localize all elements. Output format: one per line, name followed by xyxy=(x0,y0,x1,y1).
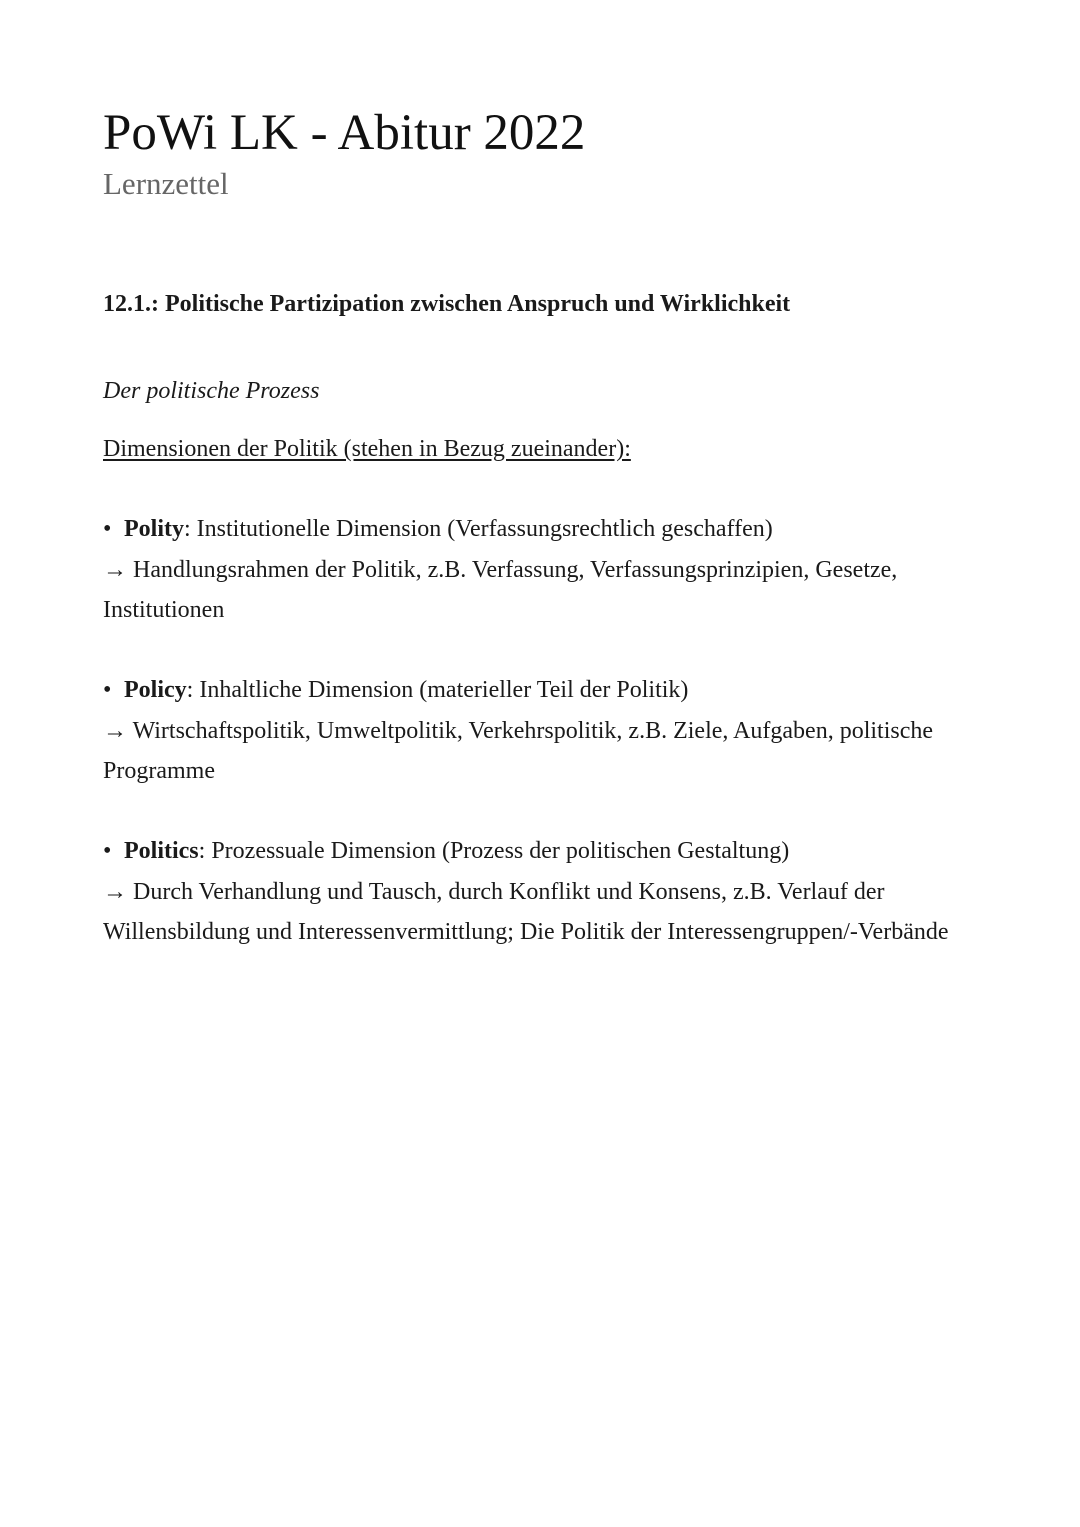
dimension-definition-line xyxy=(103,831,983,872)
dimension-term: Politics xyxy=(124,838,199,864)
dimension-definition: : Institutionelle Dimension (Verfassungsrechtlich geschaffen) xyxy=(184,516,773,542)
dimension-policy xyxy=(103,670,983,792)
dimension-detail: → Wirtschaftspolitik, Umweltpolitik, Verkehrspolitik, z.B. Ziele, Aufgaben, politische Programme xyxy=(103,717,934,784)
bullet-icon: • xyxy=(103,677,112,703)
document-subtitle: Lernzettel xyxy=(103,166,229,201)
subsection-title: Der politische Prozess xyxy=(103,378,320,404)
dimension-term: Policy xyxy=(124,677,187,703)
dimensions-heading: Dimensionen der Politik (stehen in Bezug zueinander): xyxy=(103,436,631,462)
document-title: PoWi LK - Abitur 2022 xyxy=(103,105,586,161)
dimension-definition: : Prozessuale Dimension (Prozess der politischen Gestaltung) xyxy=(198,838,790,864)
dimension-politics xyxy=(103,831,983,953)
section-heading: 12.1.: Politische Partizipation zwischen Anspruch und Wirklichkeit xyxy=(103,291,791,317)
bullet-icon: • xyxy=(103,838,112,864)
dimension-definition-line xyxy=(103,509,983,550)
dimension-polity xyxy=(103,509,983,631)
dimension-detail: → Durch Verhandlung und Tausch, durch Konflikt und Konsens, z.B. Verlauf der Willensbildung und Interessenvermittlung; Die Politik der Interessengruppen/-Verbände xyxy=(103,878,949,945)
dimension-detail: → Handlungsrahmen der Politik, z.B. Verfassung, Verfassungsprinzipien, Gesetze, Institutionen xyxy=(103,556,898,623)
dimension-definition: : Inhaltliche Dimension (materieller Teil der Politik) xyxy=(186,677,689,703)
dimension-term: Polity xyxy=(124,516,184,542)
dimension-definition-line xyxy=(103,670,983,711)
bullet-icon: • xyxy=(103,516,112,542)
